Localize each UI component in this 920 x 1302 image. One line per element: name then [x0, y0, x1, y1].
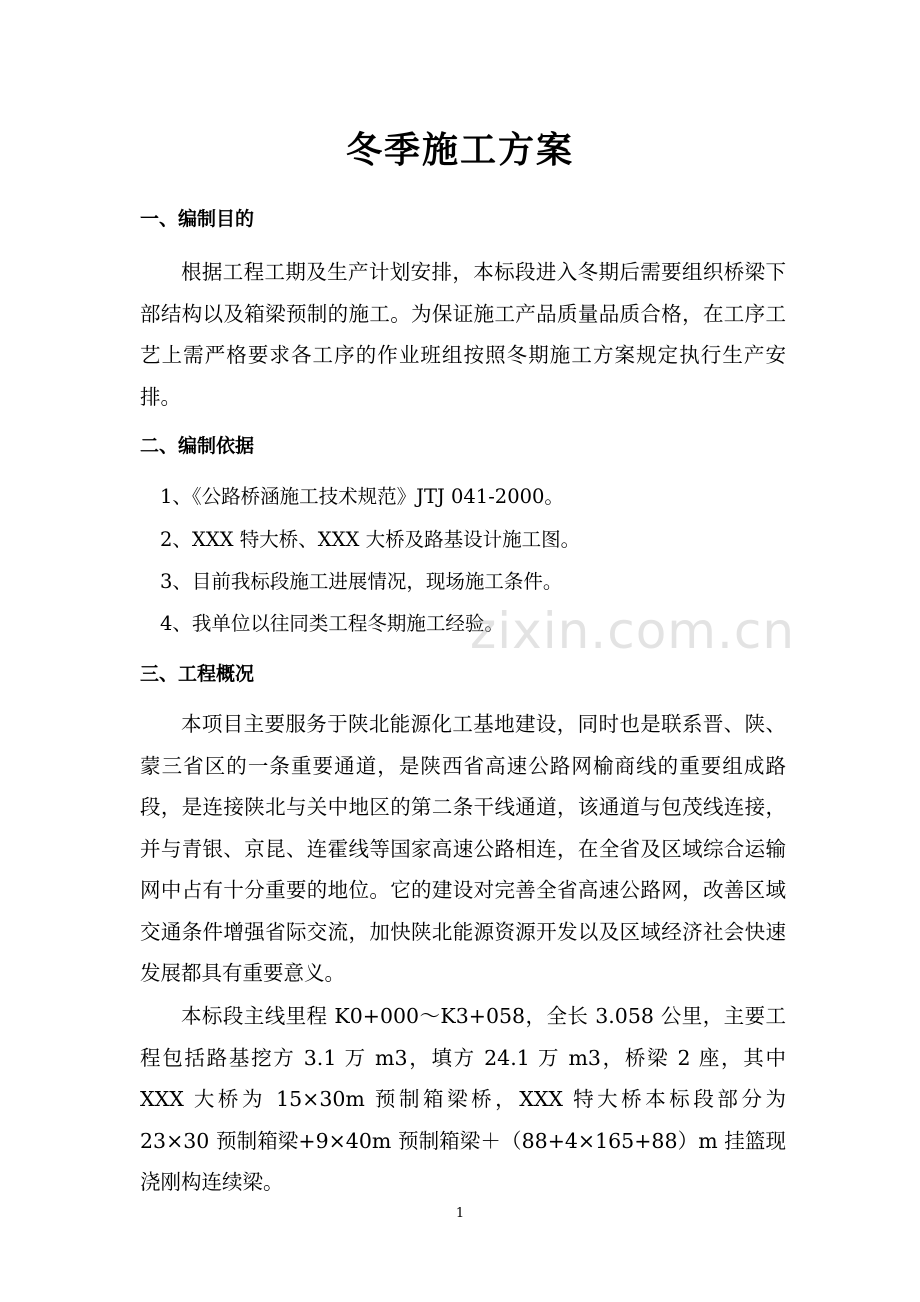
- section-heading-overview: 三、工程概况: [140, 663, 255, 685]
- overview-paragraph-2: 本标段主线里程 K0+000～K3+058，全长 3.058 公里，主要工程包括路基挖方 3.1 万 m3，填方 24.1 万 m3，桥梁 2 座，其中 XXX 大桥为 15×30m 预制箱梁桥，XXX 特大桥本标段部分为 23×30 预制箱梁+9×40m 预制箱梁＋（88+4×165+88）m 挂篮现浇刚构连续梁。: [140, 1004, 786, 1194]
- section-heading-basis: 二、编制依据: [140, 435, 255, 457]
- basis-item-2: 2、XXX 特大桥、XXX 大桥及路基设计施工图。: [160, 528, 581, 551]
- purpose-paragraph: 根据工程工期及生产计划安排，本标段进入冬期后需要组织桥梁下部结构以及箱梁预制的施工。为保证施工产品质量品质合格，在工序工艺上需严格要求各工序的作业班组按照冬期施工方案规定执行生产安排。: [140, 260, 786, 409]
- basis-item-1: 1、《公路桥涵施工技术规范》JTJ 041-2000。: [160, 485, 564, 508]
- document-title: 冬季施工方案: [345, 129, 574, 171]
- watermark: zixin.com.cn: [470, 602, 796, 660]
- basis-item-4: 4、我单位以往同类工程冬期施工经验。: [160, 612, 504, 635]
- overview-paragraph-1: 本项目主要服务于陕北能源化工基地建设，同时也是联系晋、陕、蒙三省区的一条重要通道，是陕西省高速公路网榆商线的重要组成路段，是连接陕北与关中地区的第二条干线通道，该通道与包茂线连接，并与青银、京昆、连霍线等国家高速公路相连，在全省及区域综合运输网中占有十分重要的地位。它的建设对完善全省高速公路网，改善区域交通条件增强省际交流，加快陕北能源资源开发以及区域经济社会快速发展都具有重要意义。: [140, 712, 786, 985]
- section-heading-purpose: 一、编制目的: [140, 208, 255, 230]
- page-number: 1: [455, 1206, 465, 1221]
- basis-item-3: 3、目前我标段施工进展情况，现场施工条件。: [160, 570, 563, 593]
